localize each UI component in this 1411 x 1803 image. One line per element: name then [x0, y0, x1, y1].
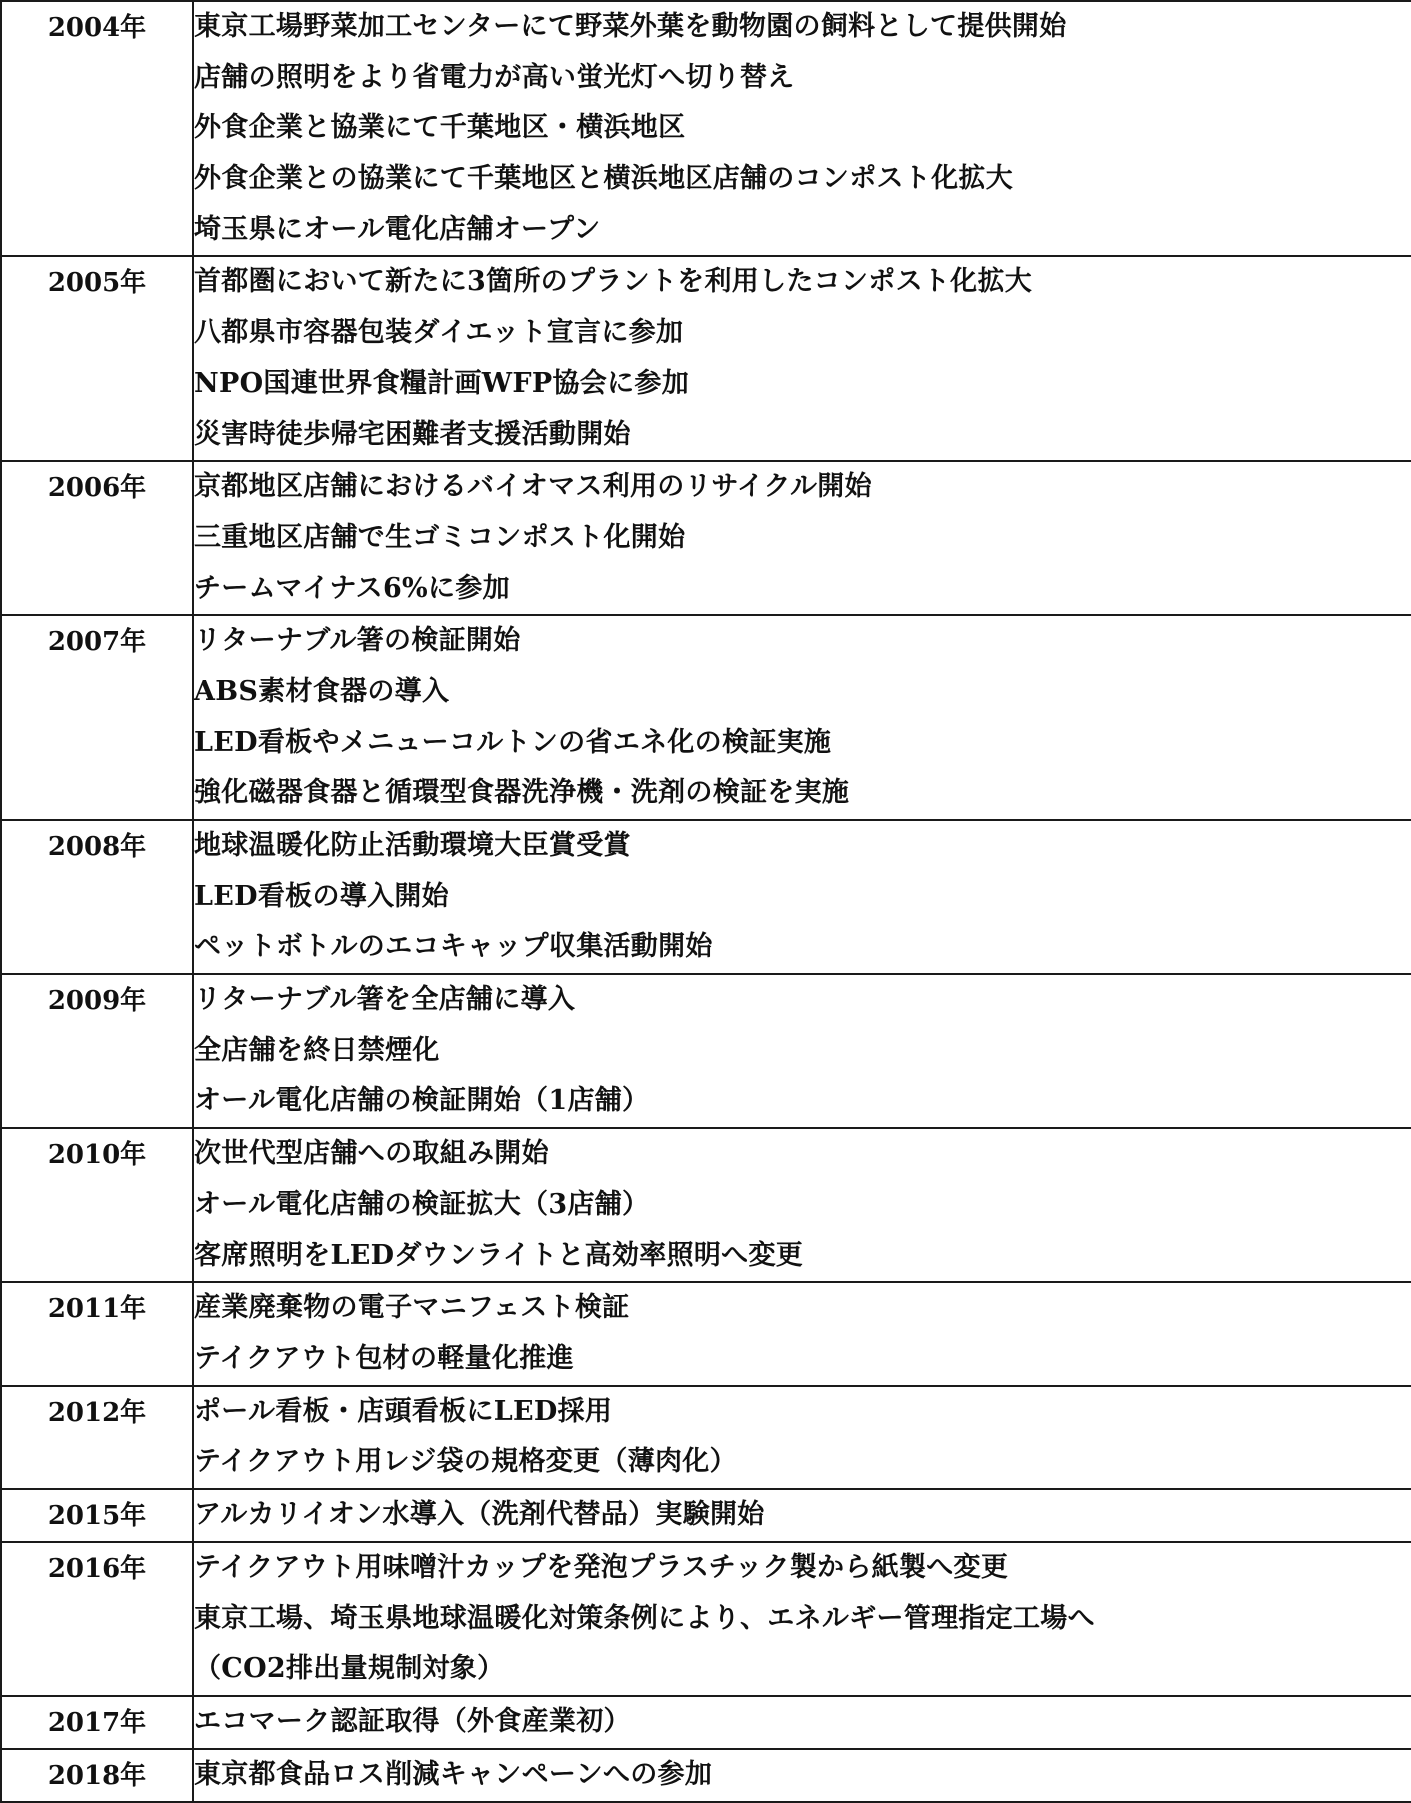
year-cell — [1, 1128, 193, 1282]
year-cell — [1, 1489, 193, 1542]
history-row — [1, 1542, 1411, 1696]
year-cell — [1, 1749, 193, 1802]
events-cell — [193, 1749, 1411, 1802]
year-cell — [1, 615, 193, 820]
history-row — [1, 974, 1411, 1128]
events-cell — [193, 1386, 1411, 1489]
year-label: 2018年 — [47, 1761, 147, 1791]
year-label: 2004年 — [47, 13, 147, 43]
event-item: オール電化店舗の検証開始（1店舗） — [194, 1085, 650, 1117]
events-cell — [193, 1, 1411, 256]
year-label: 2011年 — [47, 1294, 147, 1325]
event-item: テイクアウト包材の軽量化推進 — [194, 1342, 574, 1374]
year-label: 2009年 — [47, 986, 147, 1017]
event-item: リターナブル箸を全店舗に導入 — [194, 984, 576, 1016]
history-row — [1, 1749, 1411, 1802]
history-row — [1, 820, 1411, 974]
history-row — [1, 1, 1411, 256]
events-cell — [193, 1282, 1411, 1385]
event-item: エコマーク認証取得（外食産業初） — [194, 1706, 631, 1737]
year-label: 2017年 — [47, 1708, 147, 1738]
event-item: 全店舗を終日禁煙化 — [194, 1034, 440, 1066]
year-label: 2008年 — [47, 832, 147, 862]
events-cell — [193, 820, 1411, 974]
year-cell — [1, 256, 193, 461]
event-item: （CO2排出量規制対象） — [194, 1653, 505, 1685]
event-item: 京都地区店舗におけるバイオマス利用のリサイクル開始 — [194, 471, 872, 503]
history-row — [1, 615, 1411, 820]
event-item: ポール看板・店頭看板にLED採用 — [194, 1395, 613, 1427]
year-label: 2007年 — [47, 627, 147, 658]
year-label: 2016年 — [47, 1553, 147, 1584]
year-cell — [1, 1386, 193, 1489]
year-cell — [1, 820, 193, 974]
year-cell — [1, 1282, 193, 1385]
event-item: アルカリイオン水導入（洗剤代替品）実験開始 — [194, 1498, 765, 1530]
event-item: チームマイナス6%に参加 — [194, 572, 510, 604]
event-item: リターナブル箸の検証開始 — [194, 625, 521, 657]
history-row — [1, 1489, 1411, 1542]
events-cell — [193, 1128, 1411, 1282]
event-item: 外食企業との協業にて千葉地区と横浜地区店舗のコンポスト化拡大 — [194, 163, 1013, 195]
year-cell — [1, 1696, 193, 1749]
event-item: 三重地区店舗で生ゴミコンポスト化開始 — [194, 521, 686, 553]
events-cell — [193, 615, 1411, 820]
year-label: 2010年 — [47, 1140, 147, 1171]
event-item: 東京都食品ロス削減キャンペーンへの参加 — [194, 1759, 713, 1790]
history-row — [1, 1128, 1411, 1282]
event-item: 地球温暖化防止活動環境大臣賞受賞 — [194, 830, 631, 861]
event-item: ABS素材食器の導入 — [194, 675, 450, 707]
events-cell — [193, 461, 1411, 615]
event-item: 強化磁器食器と循環型食器洗浄機・洗剤の検証を実施 — [194, 777, 850, 809]
history-row — [1, 461, 1411, 615]
event-item: 産業廃棄物の電子マニフェスト検証 — [194, 1292, 630, 1324]
event-item: 災害時徒歩帰宅困難者支援活動開始 — [194, 418, 631, 450]
history-row — [1, 256, 1411, 461]
event-item: オール電化店舗の検証拡大（3店舗） — [194, 1188, 650, 1220]
history-row — [1, 1696, 1411, 1749]
event-item: 東京工場、埼玉県地球温暖化対策条例により、エネルギー管理指定工場へ — [194, 1602, 1095, 1634]
year-label: 2005年 — [47, 268, 147, 299]
history-row — [1, 1282, 1411, 1385]
events-cell — [193, 1489, 1411, 1542]
event-item: 埼玉県にオール電化店舗オープン — [194, 213, 601, 245]
events-cell — [193, 256, 1411, 461]
events-cell — [193, 1542, 1411, 1696]
event-item: 八都県市容器包装ダイエット宣言に参加 — [194, 317, 684, 349]
event-item: テイクアウト用味噌汁カップを発泡プラスチック製から紙製へ変更 — [194, 1551, 1009, 1583]
event-item: 東京工場野菜加工センターにて野菜外葉を動物園の飼料として提供開始 — [194, 11, 1067, 42]
year-cell — [1, 1, 193, 256]
event-item: 客席照明をLEDダウンライトと高効率照明へ変更 — [194, 1239, 804, 1271]
event-item: 店舗の照明をより省電力が高い蛍光灯へ切り替え — [194, 61, 795, 93]
event-item: NPO国連世界食糧計画WFP協会に参加 — [194, 367, 689, 399]
year-cell — [1, 974, 193, 1128]
year-cell — [1, 1542, 193, 1696]
history-table-body — [1, 1, 1411, 1802]
event-item: LED看板の導入開始 — [194, 880, 449, 912]
event-item: LED看板やメニューコルトンの省エネ化の検証実施 — [194, 726, 832, 758]
event-item: 首都圏において新たに3箇所のプラントを利用したコンポスト化拡大 — [194, 266, 1033, 298]
year-cell — [1, 461, 193, 615]
history-row — [1, 1386, 1411, 1489]
year-label: 2012年 — [47, 1397, 147, 1428]
event-item: 外食企業と協業にて千葉地区・横浜地区 — [194, 112, 686, 144]
event-item: ペットボトルのエコキャップ収集活動開始 — [194, 931, 713, 963]
year-label: 2006年 — [47, 473, 147, 504]
year-label: 2015年 — [47, 1500, 147, 1531]
event-item: 次世代型店舗への取組み開始 — [194, 1138, 549, 1170]
events-cell — [193, 1696, 1411, 1749]
events-cell — [193, 974, 1411, 1128]
event-item: テイクアウト用レジ袋の規格変更（薄肉化） — [194, 1446, 737, 1478]
